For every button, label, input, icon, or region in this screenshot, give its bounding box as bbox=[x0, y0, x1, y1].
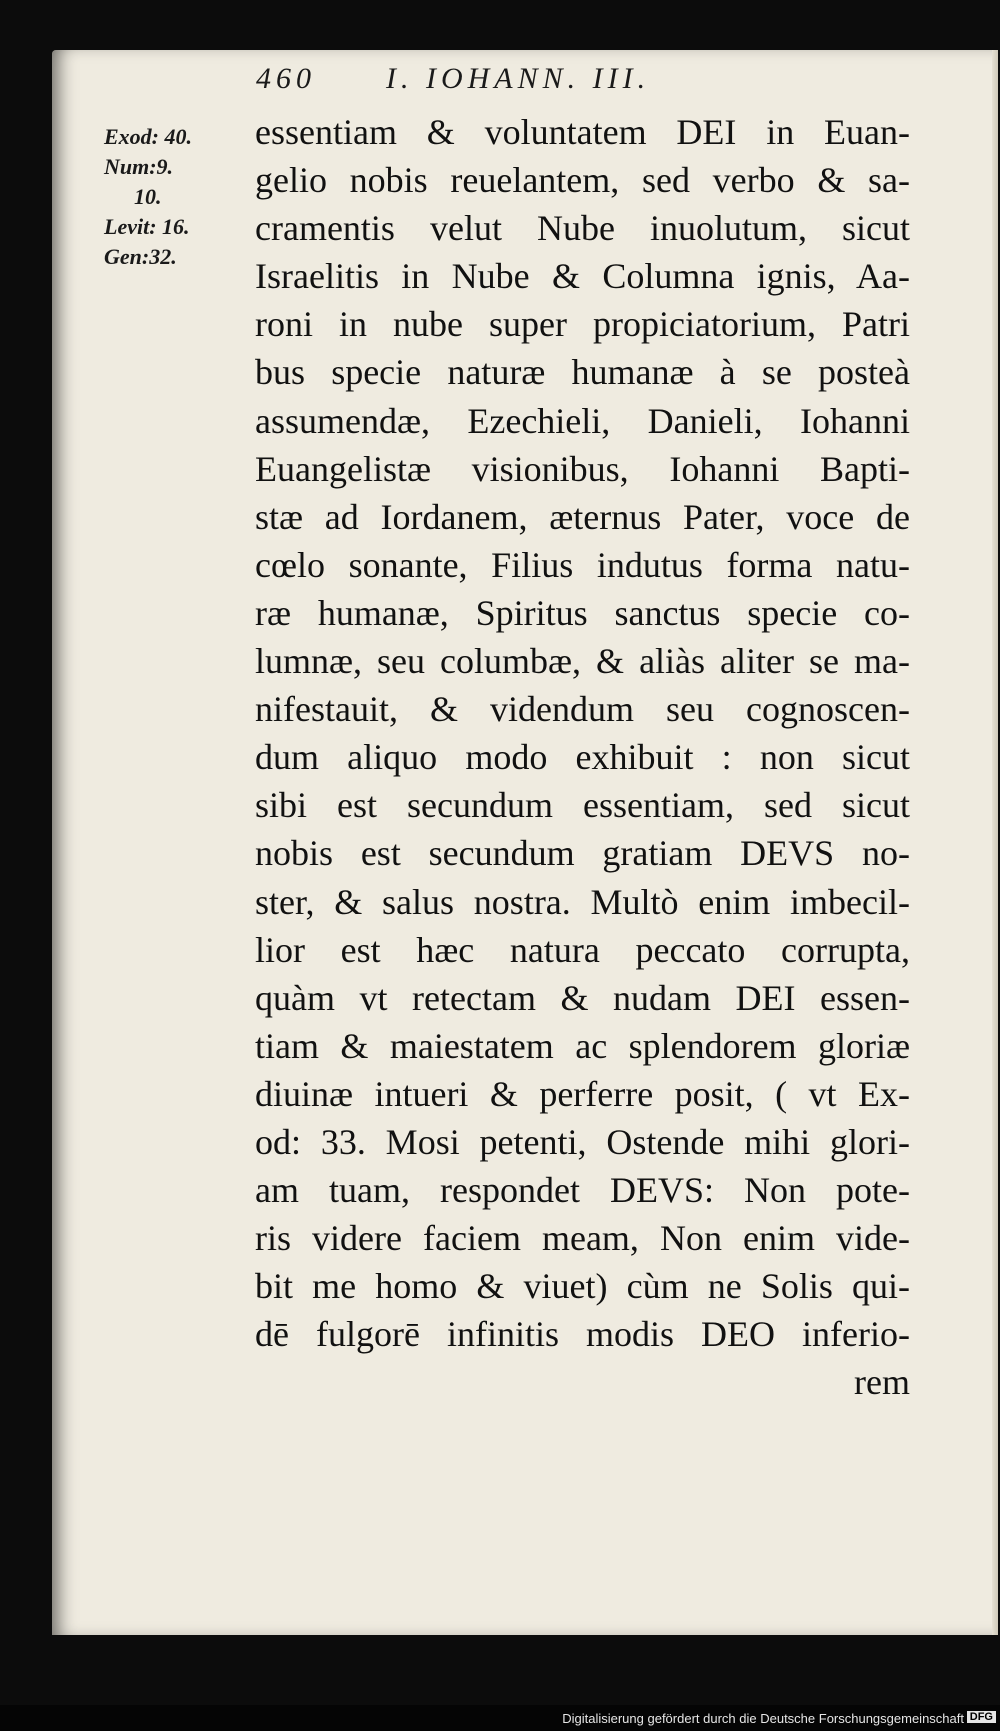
text-line: dum aliquo modo exhibuit : non sicut bbox=[255, 737, 910, 778]
text-line: tiam & maiestatem ac splendorem gloriæ bbox=[255, 1025, 910, 1066]
dfg-logo: DFG bbox=[967, 1711, 996, 1723]
text-line: ræ humanæ, Spiritus sanctus specie co- bbox=[255, 592, 910, 633]
text-line: gelio nobis reuelantem, sed verbo & sa- bbox=[255, 160, 910, 201]
body-text bbox=[255, 108, 910, 1407]
text-line: nobis est secundum gratiam DEVS no- bbox=[255, 833, 910, 874]
text-line: quàm vt retectam & nudam DEI essen- bbox=[255, 977, 910, 1018]
text-line: essentiam & voluntatem DEI in Euan- bbox=[255, 112, 910, 152]
text-line: sibi est secundum essentiam, sed sicut bbox=[255, 785, 910, 826]
margin-note: Exod: 40. bbox=[104, 124, 192, 149]
text-line: Israelitis in Nube & Columna ignis, Aa- bbox=[255, 256, 910, 297]
margin-note: Levit: 16. bbox=[104, 214, 190, 239]
text-line: stæ ad Iordanem, æternus Pater, voce de bbox=[255, 496, 910, 537]
text-line: od: 33. Mosi petenti, Ostende mihi glori- bbox=[255, 1121, 910, 1162]
text-line: Euangelistæ visionibus, Iohanni Bapti- bbox=[255, 448, 910, 489]
catchword: rem bbox=[854, 1362, 910, 1403]
margin-note: Num:9. bbox=[104, 154, 174, 179]
margin-note: 10. bbox=[134, 184, 162, 209]
running-header bbox=[256, 62, 896, 106]
footer-credit: Digitalisierung gefördert durch die Deutsche Forschungsgemeinschaft bbox=[562, 1711, 964, 1726]
text-line: nifestauit, & videndum seu cognoscen- bbox=[255, 689, 910, 730]
text-line: diuinæ intueri & perferre posit, ( vt Ex- bbox=[255, 1073, 910, 1114]
text-line: roni in nube super propiciatorium, Patri bbox=[255, 304, 910, 345]
margin-note: Gen:32. bbox=[104, 244, 177, 269]
text-line: assumendæ, Ezechieli, Danieli, Iohanni bbox=[255, 400, 910, 441]
running-title: I. IOHANN. III. bbox=[386, 62, 651, 95]
text-line: cœlo sonante, Filius indutus forma natu- bbox=[255, 544, 910, 585]
text-line: bus specie naturæ humanæ à se posteà bbox=[255, 352, 910, 393]
text-line: lumnæ, seu columbæ, & aliàs aliter se ma- bbox=[255, 641, 910, 682]
margin-notes bbox=[104, 122, 264, 272]
text-line: lior est hæc natura peccato corrupta, bbox=[255, 929, 910, 970]
text-line: ster, & salus nostra. Multò enim imbecil- bbox=[255, 881, 910, 922]
text-line: ris videre faciem meam, Non enim vide- bbox=[255, 1218, 910, 1259]
text-line: cramentis velut Nube inuolutum, sicut bbox=[255, 208, 910, 249]
text-line: bit me homo & viuet) cùm ne Solis qui- bbox=[255, 1266, 910, 1307]
footer-bar bbox=[0, 1705, 1000, 1731]
text-line: am tuam, respondet DEVS: Non pote- bbox=[255, 1170, 910, 1211]
page-gutter bbox=[992, 50, 998, 1635]
text-line: dē fulgorē infinitis modis DEO inferio- bbox=[255, 1314, 910, 1355]
page-number: 460 bbox=[256, 62, 316, 95]
